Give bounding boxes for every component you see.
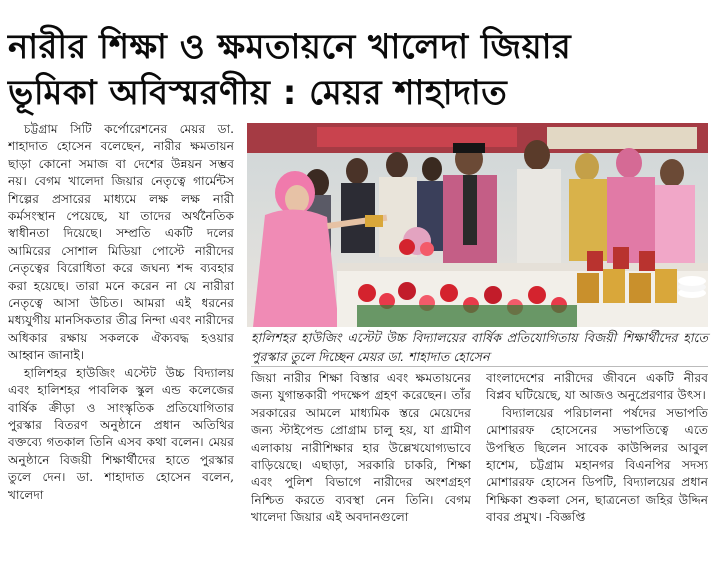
- article-column-left: [8, 121, 234, 581]
- headline-line-1: নারীর শিক্ষা ও ক্ষমতায়নে খালেদা জিয়ার: [8, 27, 572, 67]
- news-photo: [247, 123, 708, 327]
- article-paragraph: হালিশহর হাউজিং এস্টেট উচ্চ বিদ্যালয় এবং হালিশহর পাবলিক স্কুল এন্ড কলেজের বার্ষিক ক্রীড়া ও সাংস্কৃতিক প্রতিযোগিতার পুরস্কার বিতরণ অনুষ্ঠানে প্রধান অতিথির বক্তব্যে গতকাল তিনি এসব কথা বলেন। মেয়র অনুষ্ঠানে বিজয়ী শিক্ষার্থীদের হাতে পুরস্কার তুলে দেন। ডা. শাহাদাত হোসেন বলেন, খালেদা: [8, 365, 234, 502]
- article-column-middle: [251, 370, 471, 582]
- prize-giving-photo-illustration: [247, 123, 708, 327]
- article-paragraph: জিয়া নারীর শিক্ষা বিস্তার এবং ক্ষমতায়নের জন্য যুগান্তকারী পদক্ষেপ গ্রহণ করেছেন। তাঁর সরকারের আমলে মাধ্যমিক স্তরে মেয়েদের জন্য স্টাইপেন্ড প্রোগ্রাম চালু হয়, যা গ্রামীণ এলাকায় নারীশিক্ষার হার উল্লেখযোগ্যভাবে বাড়িয়েছে। এছাড়া, সরকারি চাকরি, শিক্ষা এবং পুলিশ বিভাগে নারীদের অংশগ্রহণ নিশ্চিত করতে ব্যবস্থা নেন তিনি। বেগম খালেদা জিয়ার এই অবদানগুলো: [251, 371, 471, 525]
- headline-line-2: ভূমিকা অবিস্মরণীয় : মেয়র শাহাদাত: [8, 73, 508, 113]
- article-paragraph: বাংলাদেশের নারীদের জীবনে একটি নীরব বিপ্লব ঘটিয়েছে, যা আজও অনুপ্রেরণার উৎস।: [486, 371, 708, 403]
- article-paragraph: বিদ্যালয়ের পরিচালনা পর্ষদের সভাপতি মোশাররফ হোসেনের সভাপতিত্বে এতে উপস্থিত ছিলেন সাবেক কাউন্সিলর আবুল হাশেম, চট্টগ্রাম মহানগর বিএনপির সদস্য মোশাররফ হোসেন ডিপটি, বিদ্যালয়ের প্রধান শিক্ষিকা শুকলা সেন, ছাত্রনেতা জহির উদ্দিন বাবর প্রমুখ। -বিজ্ঞপ্তি: [486, 405, 708, 525]
- divider: [251, 366, 708, 367]
- article-column-right: [486, 370, 708, 582]
- photo-caption: হালিশহর হাউজিং এস্টেট উচ্চ বিদ্যালয়ের বার্ষিক প্রতিযোগিতায় বিজয়ী শিক্ষার্থীদের হাতে পুরস্কার তুলে দিচ্ছেন মেয়র ডা. শাহাদাত হোসেন: [251, 330, 708, 364]
- article-paragraph: চট্টগ্রাম সিটি কর্পোরেশনের মেয়র ডা. শাহাদাত হোসেন বলেছেন, নারীর ক্ষমতায়ন ছাড়া কোনো সমাজ বা দেশের উন্নয়ন সম্ভব নয়। বেগম খালেদা জিয়ার নেতৃত্বে গার্মেন্টস শিল্পের প্রসারের মাধ্যমে লক্ষ লক্ষ নারী কর্মসংস্থান পেয়েছে, যা তাদের অর্থনৈতিক স্বাধীনতা দিয়েছে। সম্প্রতি একটি দলের আমিরের সোশাল মিডিয়া পোস্টে নারীদের নেতৃত্বের বিরোধিতা করে জঘন্য শব্দ ব্যবহার করা হয়েছে। তারা মনে করেন না যে নারীরা নেতৃত্বে আসা উচিত। আমরা এই ধরনের মধ্যযুগীয় মানসিকতার তীব্র নিন্দা এবং নারীদের অধিকার রক্ষায় সকলকে ঐক্যবদ্ধ হওয়ার আহ্বান জানাই।: [8, 122, 234, 363]
- headline: [8, 24, 708, 116]
